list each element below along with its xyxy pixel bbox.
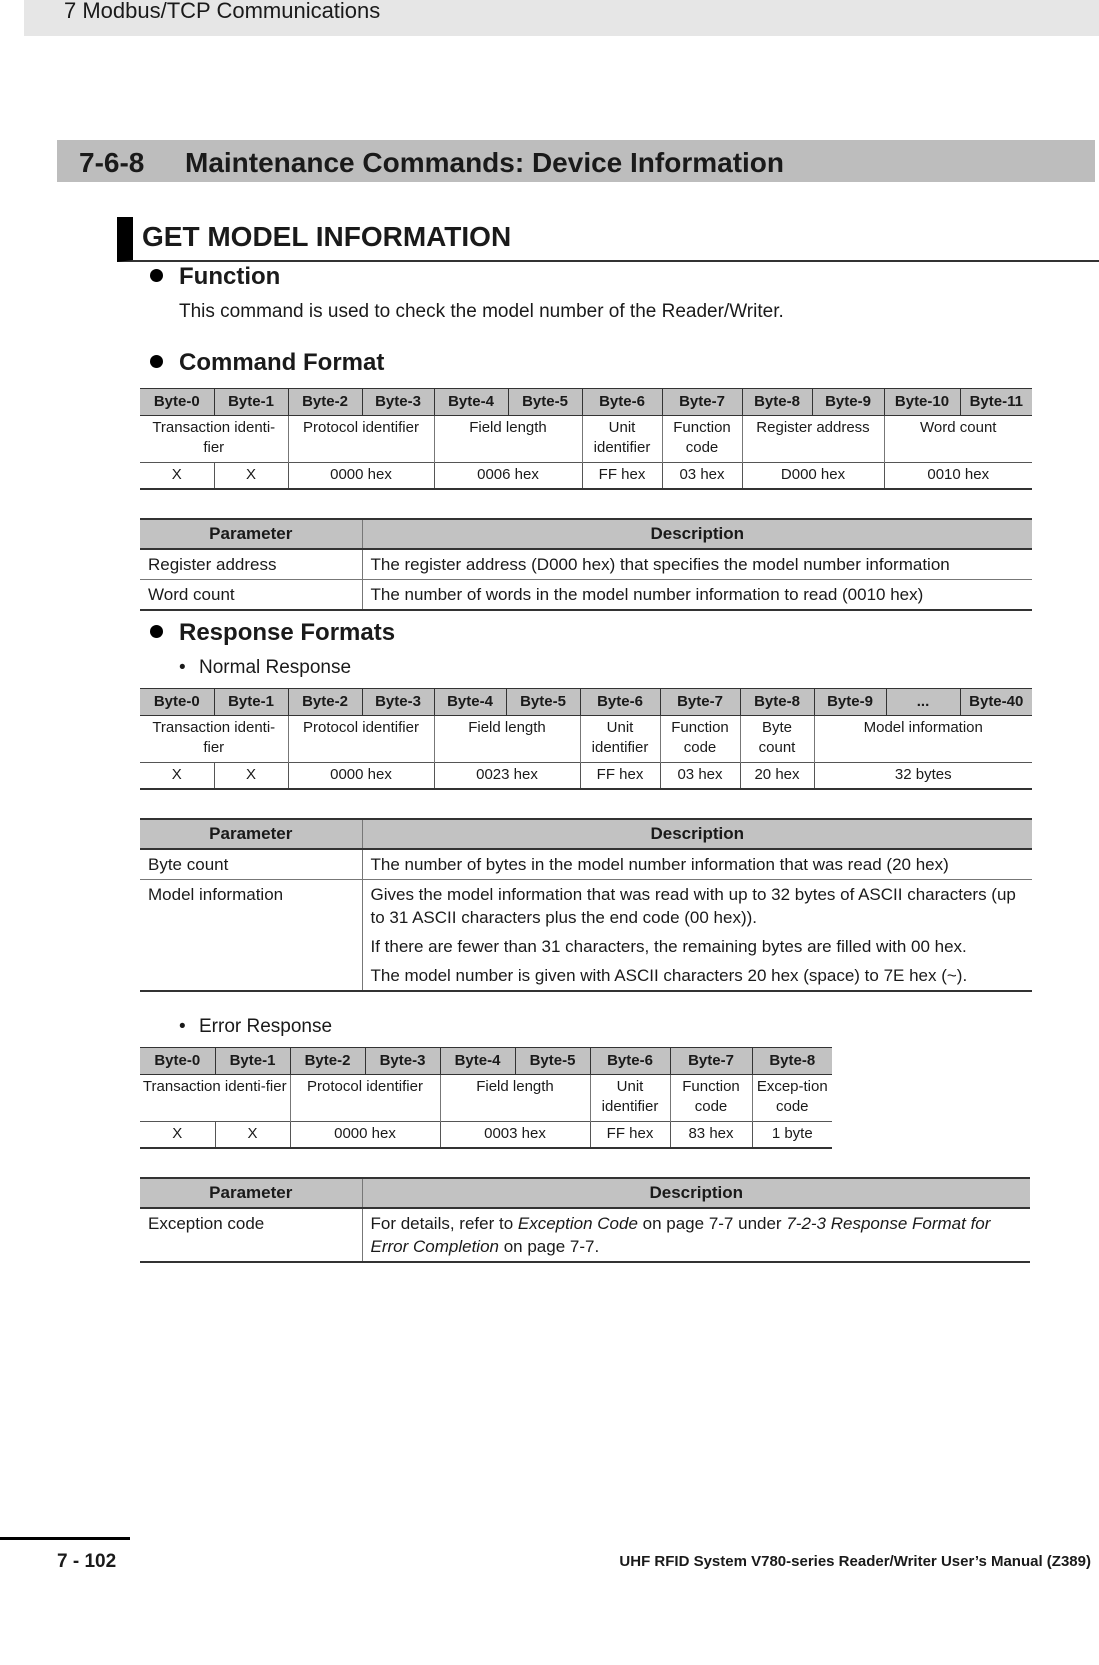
byte-header-row <box>140 1048 832 1075</box>
value-cell: 0000 hex <box>288 763 434 790</box>
byte-cell: Byte-0 <box>140 1048 215 1075</box>
byte-cell: Byte-3 <box>365 1048 440 1075</box>
byte-cell: Byte-3 <box>362 689 434 716</box>
param-cell: Byte count <box>140 849 362 880</box>
value-cell: X <box>140 1122 215 1149</box>
response-formats-heading: Response Formats <box>150 618 395 648</box>
byte-cell: Byte-11 <box>960 389 1032 416</box>
byte-cell: Byte-7 <box>660 689 740 716</box>
field-cell: Function code <box>670 1075 752 1122</box>
error-param-table <box>140 1177 1030 1263</box>
manual-title: UHF RFID System V780-series Reader/Writer User’s Manual (Z389) <box>619 1553 1091 1570</box>
command-format-table <box>140 388 1032 490</box>
cross-reference-link: Exception Code <box>517 1214 638 1233</box>
desc-paragraph: The model number is given with ASCII characters 20 hex (space) to 7E hex (~). <box>370 966 968 985</box>
byte-cell: Byte-1 <box>214 689 288 716</box>
param-cell: Exception code <box>140 1208 362 1262</box>
normal-param-table <box>140 818 1032 992</box>
value-cell: FF hex <box>582 463 662 490</box>
value-cell: X <box>214 463 288 490</box>
param-header: Parameter <box>140 1178 362 1208</box>
param-cell: Register address <box>140 549 362 580</box>
field-row <box>140 416 1032 463</box>
field-cell: Transaction identi-fier <box>140 716 288 763</box>
value-cell: 0003 hex <box>440 1122 590 1149</box>
value-row <box>140 763 1032 790</box>
byte-cell: Byte-4 <box>434 689 506 716</box>
function-text: This command is used to check the model number of the Reader/Writer. <box>179 301 784 322</box>
field-cell: Transaction identi-fier <box>140 416 288 463</box>
desc-cell: For details, refer to Exception Code on page 7-7 under 7-2-3 Response Format for Error Completion on page 7-7. <box>362 1208 1030 1262</box>
table-row <box>140 880 1032 992</box>
byte-cell: Byte-2 <box>288 389 362 416</box>
bullet-icon <box>150 625 163 638</box>
field-cell: Excep-tion code <box>752 1075 832 1122</box>
desc-paragraph: Gives the model information that was read with up to 32 bytes of ASCII characters (up to 31 ASCII characters plus the end code (00 hex)). <box>370 885 1016 927</box>
value-cell: D000 hex <box>742 463 884 490</box>
cross-reference-link: 7-2-3 Response Format for Error Completion <box>370 1214 991 1256</box>
function-heading: Function <box>150 262 280 292</box>
param-header: Parameter <box>140 819 362 849</box>
section-header <box>57 140 1095 182</box>
byte-cell: Byte-6 <box>582 389 662 416</box>
value-cell: 0010 hex <box>884 463 1032 490</box>
field-cell: Field length <box>440 1075 590 1122</box>
byte-cell: Byte-9 <box>814 689 886 716</box>
field-cell: Protocol identifier <box>288 716 434 763</box>
value-cell: 0006 hex <box>434 463 582 490</box>
desc-paragraph: If there are fewer than 31 characters, the remaining bytes are filled with 00 hex. <box>370 937 967 956</box>
byte-cell: Byte-40 <box>960 689 1032 716</box>
value-cell: 83 hex <box>670 1122 752 1149</box>
byte-cell: Byte-5 <box>508 389 582 416</box>
byte-cell: Byte-2 <box>288 689 362 716</box>
field-cell: Unit identifier <box>580 716 660 763</box>
byte-cell: Byte-1 <box>215 1048 290 1075</box>
byte-cell: Byte-3 <box>362 389 434 416</box>
table-row <box>140 849 1032 880</box>
error-response-table <box>140 1047 832 1149</box>
field-cell: Protocol identifier <box>288 416 434 463</box>
field-cell: Protocol identifier <box>290 1075 440 1122</box>
table-row <box>140 1208 1030 1262</box>
value-cell: 1 byte <box>752 1122 832 1149</box>
value-row <box>140 463 1032 490</box>
value-cell: 0023 hex <box>434 763 580 790</box>
byte-cell: Byte-5 <box>515 1048 590 1075</box>
field-cell: Word count <box>884 416 1032 463</box>
desc-cell: The number of bytes in the model number information that was read (20 hex) <box>362 849 1032 880</box>
value-cell: X <box>214 763 288 790</box>
byte-cell: Byte-0 <box>140 689 214 716</box>
value-cell: 03 hex <box>660 763 740 790</box>
byte-cell: Byte-6 <box>590 1048 670 1075</box>
chapter-header <box>24 0 1099 36</box>
chapter-title: 7 Modbus/TCP Communications <box>64 0 381 23</box>
desc-cell: The register address (D000 hex) that specifies the model number information <box>362 549 1032 580</box>
byte-cell: Byte-1 <box>214 389 288 416</box>
byte-cell: Byte-7 <box>670 1048 752 1075</box>
field-cell: Model information <box>814 716 1032 763</box>
param-cell: Model information <box>140 880 362 992</box>
normal-response-table <box>140 688 1032 790</box>
section-number: 7-6-8 <box>79 147 145 178</box>
command-param-table <box>140 518 1032 611</box>
value-cell: 0000 hex <box>290 1122 440 1149</box>
desc-cell: The number of words in the model number information to read (0010 hex) <box>362 580 1032 611</box>
field-cell: Unit identifier <box>590 1075 670 1122</box>
footer-rule <box>0 1537 130 1540</box>
byte-cell: Byte-2 <box>290 1048 365 1075</box>
page-number: 7 - 102 <box>57 1551 117 1572</box>
command-format-heading: Command Format <box>150 348 384 378</box>
section-title: Maintenance Commands: Device Information <box>185 147 785 178</box>
field-cell: Byte count <box>740 716 814 763</box>
field-cell: Transaction identi-fier <box>140 1075 290 1122</box>
byte-header-row <box>140 689 1032 716</box>
byte-cell: Byte-9 <box>812 389 884 416</box>
error-response-label: • Error Response <box>179 1016 333 1037</box>
desc-header: Description <box>362 819 1032 849</box>
param-cell: Word count <box>140 580 362 611</box>
bullet-icon <box>150 269 163 282</box>
value-cell: 03 hex <box>662 463 742 490</box>
desc-cell <box>362 880 1032 992</box>
field-cell: Unit identifier <box>582 416 662 463</box>
byte-cell: Byte-0 <box>140 389 214 416</box>
byte-header-row <box>140 389 1032 416</box>
normal-response-label: • Normal Response <box>179 657 352 678</box>
desc-header: Description <box>362 1178 1030 1208</box>
command-title <box>117 217 1099 262</box>
bullet-icon <box>150 355 163 368</box>
desc-header: Description <box>362 519 1032 549</box>
field-cell: Function code <box>660 716 740 763</box>
field-cell: Function code <box>662 416 742 463</box>
byte-cell: Byte-10 <box>884 389 960 416</box>
byte-cell: Byte-7 <box>662 389 742 416</box>
field-cell: Field length <box>434 716 580 763</box>
value-cell: 0000 hex <box>288 463 434 490</box>
byte-cell: Byte-6 <box>580 689 660 716</box>
byte-cell: Byte-4 <box>440 1048 515 1075</box>
field-row <box>140 1075 832 1122</box>
command-title-text: GET MODEL INFORMATION <box>142 221 512 252</box>
value-cell: 32 bytes <box>814 763 1032 790</box>
byte-cell: Byte-8 <box>740 689 814 716</box>
byte-cell: Byte-8 <box>742 389 812 416</box>
field-row <box>140 716 1032 763</box>
table-row <box>140 580 1032 611</box>
value-cell: X <box>140 763 214 790</box>
byte-cell: Byte-4 <box>434 389 508 416</box>
value-cell: X <box>215 1122 290 1149</box>
table-row <box>140 549 1032 580</box>
param-header: Parameter <box>140 519 362 549</box>
byte-cell: ... <box>886 689 960 716</box>
value-cell: FF hex <box>580 763 660 790</box>
field-cell: Field length <box>434 416 582 463</box>
byte-cell: Byte-5 <box>506 689 580 716</box>
field-cell: Register address <box>742 416 884 463</box>
byte-cell: Byte-8 <box>752 1048 832 1075</box>
value-cell: 20 hex <box>740 763 814 790</box>
value-cell: X <box>140 463 214 490</box>
value-cell: FF hex <box>590 1122 670 1149</box>
value-row <box>140 1122 832 1149</box>
